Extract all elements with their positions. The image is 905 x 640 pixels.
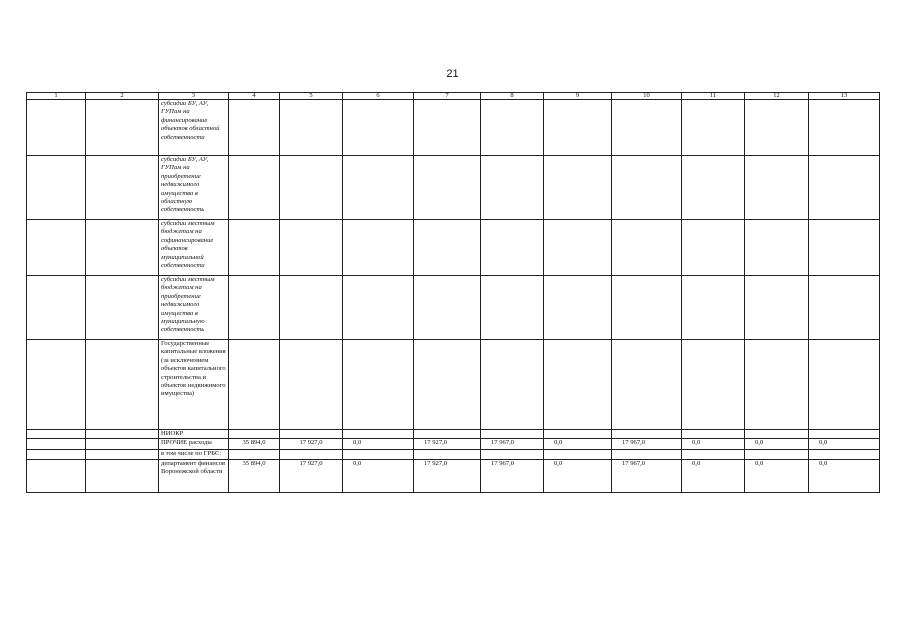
value-cell: [809, 220, 880, 276]
value-cell: [682, 450, 745, 459]
row-description: Государственные капитальные вложения (за исключением объектов капитального строительства и объектов недвижимого имущества): [159, 340, 229, 430]
value-cell: [343, 340, 414, 430]
value-cell: [229, 220, 280, 276]
value-cell: 0,0: [809, 459, 880, 492]
column-number: 2: [86, 93, 159, 100]
empty-cell: [86, 430, 159, 439]
column-number: 11: [682, 93, 745, 100]
empty-cell: [27, 276, 86, 340]
value-cell: [682, 220, 745, 276]
value-cell: [544, 156, 612, 220]
empty-cell: [86, 439, 159, 450]
value-cell: [612, 220, 682, 276]
table-row: [27, 340, 880, 430]
value-cell: [745, 276, 809, 340]
empty-cell: [86, 276, 159, 340]
value-cell: [612, 430, 682, 439]
value-cell: [544, 430, 612, 439]
value-cell: [481, 100, 544, 156]
value-cell: [343, 430, 414, 439]
value-cell: [229, 100, 280, 156]
value-cell: [481, 340, 544, 430]
value-cell: [343, 450, 414, 459]
value-cell: 17 927,0: [280, 439, 343, 450]
empty-cell: [86, 340, 159, 430]
value-cell: [481, 276, 544, 340]
value-cell: [809, 430, 880, 439]
value-cell: [343, 100, 414, 156]
empty-cell: [27, 156, 86, 220]
value-cell: [414, 340, 481, 430]
page-number: 21: [446, 68, 459, 80]
budget-table: [26, 92, 880, 493]
value-cell: [544, 450, 612, 459]
value-cell: [682, 430, 745, 439]
value-cell: [745, 156, 809, 220]
value-cell: [682, 340, 745, 430]
row-description: в том числе по ГРБС:: [159, 450, 229, 459]
value-cell: [280, 220, 343, 276]
table-row: [27, 276, 880, 340]
column-number: 13: [809, 93, 880, 100]
row-description: ПРОЧИЕ расходы: [159, 439, 229, 450]
value-cell: [745, 220, 809, 276]
value-cell: [280, 340, 343, 430]
row-description: НИОКР: [159, 430, 229, 439]
value-cell: 35 894,0: [229, 439, 280, 450]
value-cell: [280, 156, 343, 220]
value-cell: [229, 430, 280, 439]
value-cell: [682, 276, 745, 340]
row-description: субсидии местным бюджетам на софинансирование объектов муниципальной собственности: [159, 220, 229, 276]
row-description: субсидии БУ, АУ, ГУПам на приобретение недвижимого имущества в областную собственность: [159, 156, 229, 220]
column-number: 5: [280, 93, 343, 100]
value-cell: [682, 156, 745, 220]
table-row: [27, 156, 880, 220]
row-description: департамент финансов Воронежской области: [159, 459, 229, 492]
column-number: 4: [229, 93, 280, 100]
value-cell: 17 927,0: [280, 459, 343, 492]
value-cell: [280, 450, 343, 459]
value-cell: [414, 100, 481, 156]
column-number: 10: [612, 93, 682, 100]
value-cell: [544, 340, 612, 430]
table-row: [27, 220, 880, 276]
value-cell: 17 967,0: [612, 459, 682, 492]
value-cell: [343, 156, 414, 220]
value-cell: [745, 100, 809, 156]
empty-cell: [27, 450, 86, 459]
value-cell: [612, 276, 682, 340]
value-cell: [481, 156, 544, 220]
value-cell: [612, 450, 682, 459]
value-cell: [745, 430, 809, 439]
value-cell: [280, 100, 343, 156]
value-cell: [229, 450, 280, 459]
value-cell: 0,0: [745, 459, 809, 492]
empty-cell: [27, 340, 86, 430]
column-number: 8: [481, 93, 544, 100]
table-row: [27, 430, 880, 439]
value-cell: [809, 156, 880, 220]
value-cell: [809, 100, 880, 156]
value-cell: [229, 340, 280, 430]
value-cell: [544, 220, 612, 276]
value-cell: 17 967,0: [481, 459, 544, 492]
table-row: [27, 100, 880, 156]
empty-cell: [86, 459, 159, 492]
value-cell: 0,0: [682, 459, 745, 492]
column-number: 12: [745, 93, 809, 100]
empty-cell: [27, 430, 86, 439]
value-cell: [745, 450, 809, 459]
value-cell: 17 967,0: [481, 439, 544, 450]
value-cell: [414, 276, 481, 340]
value-cell: 0,0: [544, 439, 612, 450]
value-cell: [229, 276, 280, 340]
row-description: субсидии БУ, АУ, ГУПам на финансирование объектов областной собственности: [159, 100, 229, 156]
row-description: субсидии местным бюджетам на приобретение недвижимого имущества в муниципальную собственность: [159, 276, 229, 340]
value-cell: [544, 276, 612, 340]
empty-cell: [27, 220, 86, 276]
value-cell: 0,0: [544, 459, 612, 492]
value-cell: [544, 100, 612, 156]
empty-cell: [86, 100, 159, 156]
value-cell: 17 927,0: [414, 439, 481, 450]
value-cell: 0,0: [745, 439, 809, 450]
value-cell: [809, 340, 880, 430]
value-cell: 35 894,0: [229, 459, 280, 492]
empty-cell: [27, 100, 86, 156]
value-cell: 0,0: [682, 439, 745, 450]
table-row: [27, 439, 880, 450]
column-number: 7: [414, 93, 481, 100]
value-cell: [809, 276, 880, 340]
value-cell: [414, 156, 481, 220]
value-cell: [809, 450, 880, 459]
empty-cell: [27, 439, 86, 450]
column-number: 3: [159, 93, 229, 100]
value-cell: [414, 430, 481, 439]
empty-cell: [86, 450, 159, 459]
value-cell: 17 967,0: [612, 439, 682, 450]
value-cell: 17 927,0: [414, 459, 481, 492]
column-number: 9: [544, 93, 612, 100]
value-cell: [343, 220, 414, 276]
empty-cell: [86, 220, 159, 276]
value-cell: [612, 100, 682, 156]
empty-cell: [86, 156, 159, 220]
value-cell: 0,0: [343, 439, 414, 450]
value-cell: [612, 156, 682, 220]
value-cell: [481, 450, 544, 459]
value-cell: [414, 220, 481, 276]
value-cell: [280, 430, 343, 439]
value-cell: 0,0: [809, 439, 880, 450]
value-cell: [229, 156, 280, 220]
column-number: 1: [27, 93, 86, 100]
value-cell: [481, 220, 544, 276]
value-cell: [343, 276, 414, 340]
empty-cell: [27, 459, 86, 492]
table-row: [27, 450, 880, 459]
value-cell: [414, 450, 481, 459]
value-cell: [612, 340, 682, 430]
value-cell: [745, 340, 809, 430]
value-cell: [481, 430, 544, 439]
table-row: [27, 459, 880, 492]
value-cell: 0,0: [343, 459, 414, 492]
value-cell: [280, 276, 343, 340]
column-number-row: [27, 93, 880, 100]
column-number: 6: [343, 93, 414, 100]
value-cell: [682, 100, 745, 156]
